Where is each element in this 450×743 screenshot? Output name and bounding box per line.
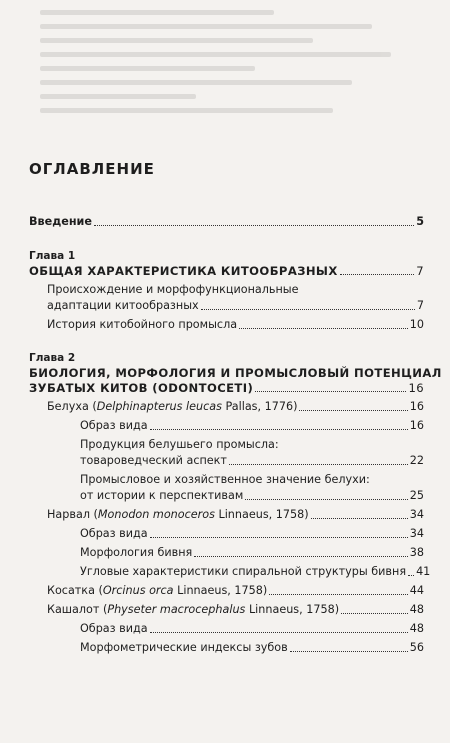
toc-entry-beluga-value-line1: Промысловое и хозяйственное значение белухи: [80,473,370,486]
toc-entry-orca[interactable] [47,584,424,598]
toc-entry-label: Косатка (Orcinus orca Linnaeus, 1758) [47,584,268,597]
toc-page-number: 10 [409,318,424,331]
toc-page-number: 16 [409,400,424,413]
leader-dots [229,464,408,465]
toc-entry-origin[interactable] [47,299,424,313]
toc-page-number: 22 [409,454,424,467]
toc-entry-label: Образ вида [80,527,148,540]
toc-entry-sperm-species[interactable] [80,622,424,636]
toc-page-number: 41 [416,565,431,578]
chapter-1-title: ОБЩАЯ ХАРАКТЕРИСТИКА КИТООБРАЗНЫХ [29,264,338,278]
leader-dots [290,651,408,652]
toc-page-number: 16 [409,419,424,432]
leader-dots [150,429,408,430]
chapter-2-title-line1: БИОЛОГИЯ, МОРФОЛОГИЯ И ПРОМЫСЛОВЫЙ ПОТЕНЦИАЛ [29,366,442,380]
toc-page-number: 34 [409,527,424,540]
leader-dots [269,594,408,595]
leader-dots [255,391,406,392]
toc-entry-intro[interactable] [29,215,424,229]
leader-dots [408,575,414,576]
toc-entry-label: товароведческий аспект [80,454,227,467]
toc-entry-label: Морфология бивня [80,546,193,559]
leader-dots [150,537,408,538]
toc-entry-beluga-value[interactable] [80,489,424,503]
toc-entry-tusk-angles[interactable] [80,565,431,579]
toc-page-number: 5 [416,215,424,228]
leader-dots [239,328,408,329]
chapter-2-label: Глава 2 [29,352,76,364]
leader-dots [341,613,408,614]
toc-entry-label: Введение [29,215,92,228]
toc-page-number: 48 [409,622,424,635]
toc-entry-sperm-whale[interactable] [47,603,424,617]
chapter-2-title-line2: ЗУБАТЫХ КИТОВ (ODONTOCETI) [29,381,254,395]
toc-page-number: 38 [409,546,424,559]
leader-dots [150,632,408,633]
bleed-through-text [40,10,430,240]
leader-dots [94,225,414,226]
toc-entry-beluga-products-line1: Продукция белушьего промысла: [80,438,279,451]
toc-entry-label: от истории к перспективам [80,489,244,502]
leader-dots [299,410,407,411]
toc-entry-label: Нарвал (Monodon monoceros Linnaeus, 1758) [47,508,309,521]
toc-page-number: 7 [416,299,424,312]
toc-entry-label: Морфометрические индексы зубов [80,641,288,654]
toc-entry-label: Образ вида [80,622,148,635]
toc-entry-label: Кашалот (Physeter macrocephalus Linnaeus, 1758) [47,603,340,616]
leader-dots [245,499,407,500]
leader-dots [194,556,408,557]
leader-dots [340,274,415,275]
toc-entry-beluga-species[interactable] [80,419,424,433]
page-title: ОГЛАВЛЕНИЕ [29,160,155,178]
toc-entry-beluga[interactable] [47,400,424,414]
toc-entry-label: Образ вида [80,419,148,432]
toc-entry-origin-line1: Происхождение и морфофункциональные [47,283,299,296]
leader-dots [201,309,415,310]
toc-entry-chapter-1[interactable] [29,264,424,278]
toc-page-number: 48 [409,603,424,616]
toc-page-number: 44 [409,584,424,597]
toc-page-number: 16 [408,381,424,395]
toc-page-number: 34 [409,508,424,521]
toc-entry-narwhal[interactable] [47,508,424,522]
toc-entry-label: История китобойного промысла [47,318,238,331]
leader-dots [311,518,408,519]
chapter-1-label: Глава 1 [29,250,76,262]
toc-entry-narwhal-species[interactable] [80,527,424,541]
toc-entry-tooth-indices[interactable] [80,641,424,655]
toc-entry-label: Угловые характеристики спиральной структуры бивня [80,565,407,578]
toc-entry-chapter-2[interactable] [29,381,424,395]
toc-page-number: 7 [416,264,424,278]
toc-entry-tusk-morphology[interactable] [80,546,424,560]
toc-page-number: 56 [409,641,424,654]
toc-entry-beluga-products[interactable] [80,454,424,468]
toc-page-number: 25 [409,489,424,502]
toc-entry-label: адаптации китообразных [47,299,199,312]
toc-entry-label: Белуха (Delphinapterus leucas Pallas, 1776) [47,400,298,413]
toc-entry-whaling-history[interactable] [47,318,424,332]
